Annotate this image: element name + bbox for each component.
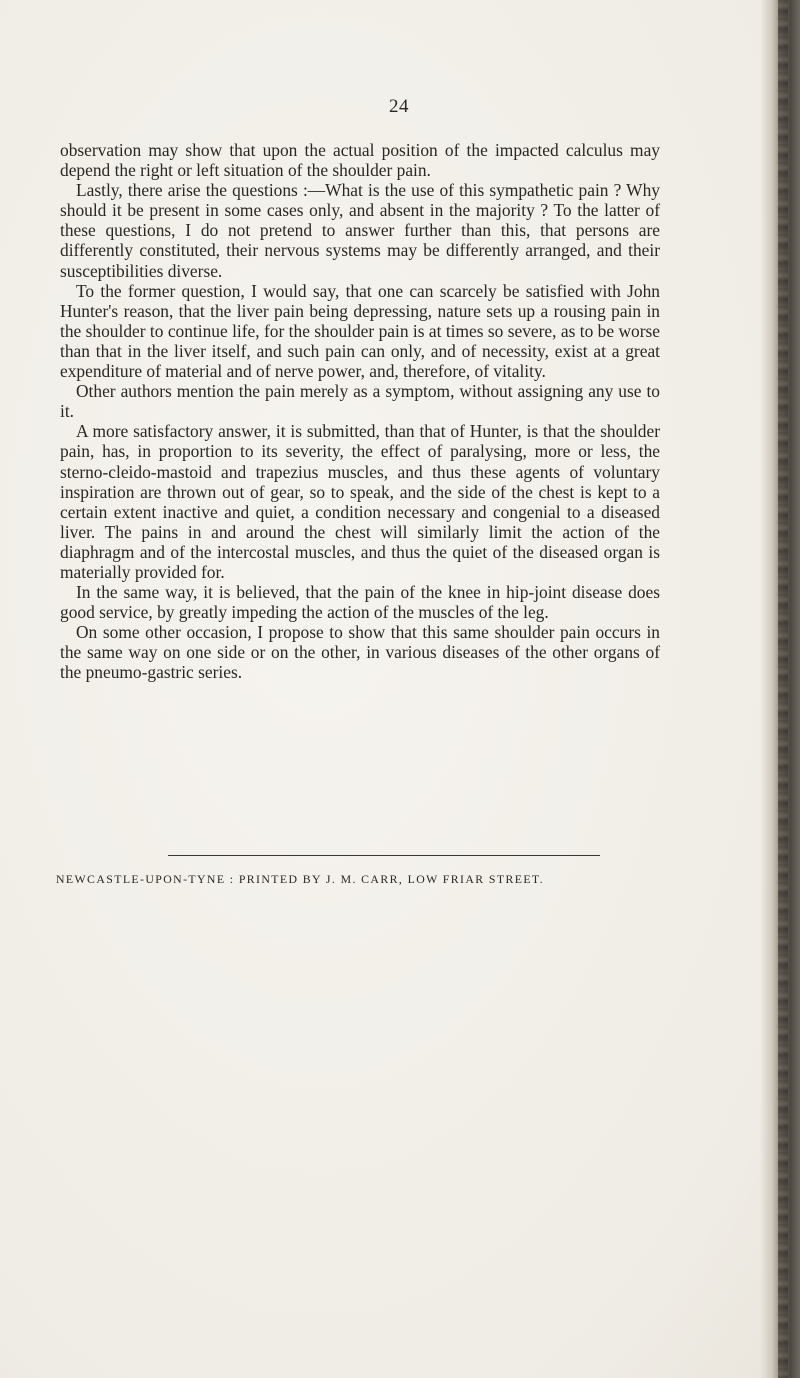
footer-rule xyxy=(168,855,600,856)
paragraph-6: In the same way, it is believed, that the pain of the knee in hip-joint disease does good service, by greatly impeding the action of the muscles of the leg. xyxy=(60,582,660,623)
paragraph-2: Lastly, there arise the questions :—What is the use of this sympathetic pain ? Why should it be present in some cases only, and absent in the majority ? To the latter of these questions, I do not pretend to answer further than this, that persons are differently constituted, their nervous systems may be differently arranged, and their susceptibilities diverse. xyxy=(60,180,660,281)
paragraph-3: To the former question, I would say, that one can scarcely be satisfied with John Hunter's reason, that the liver pain being depressing, nature sets up a rousing pain in the shoulder to continue life, for the shoulder pain is at times so severe, as to be worse than that in the liver itself, and such pain can only, and of necessity, exist at a great expenditure of material and of nerve power, and, therefore, of vitality. xyxy=(60,280,660,382)
paragraph-7: On some other occasion, I propose to show that this same shoulder pain occurs in the same way on one side or on the other, in various diseases of the other organs of the pneumo-gastric series. xyxy=(60,622,660,683)
body-text xyxy=(60,140,660,683)
binding-edge xyxy=(778,0,788,1378)
page-edge-shadow xyxy=(760,0,800,1378)
paragraph-4: Other authors mention the pain merely as a symptom, without assigning any use to it. xyxy=(60,381,660,422)
paragraph-1: observation may show that upon the actual position of the impacted calculus may depend the right or left situation of the shoulder pain. xyxy=(60,140,660,181)
page-number: 24 xyxy=(389,96,409,117)
printer-imprint: NEWCASTLE-UPON-TYNE : PRINTED BY J. M. CARR, LOW FRIAR STREET. xyxy=(56,872,545,886)
paragraph-5: A more satisfactory answer, it is submitted, than that of Hunter, is that the shoulder pain, has, in proportion to its severity, the effect of paralysing, more or less, the sterno-cleido-mastoid and trapezius muscles, and thus these agents of voluntary inspiration are thrown out of gear, so to speak, and the side of the chest is kept to a certain extent inactive and quiet, a condition necessary and congenial to a diseased liver. The pains in and around the chest will similarly limit the action of the diaphragm and of the intercostal muscles, and thus the quiet of the diseased organ is materially provided for. xyxy=(60,421,660,582)
